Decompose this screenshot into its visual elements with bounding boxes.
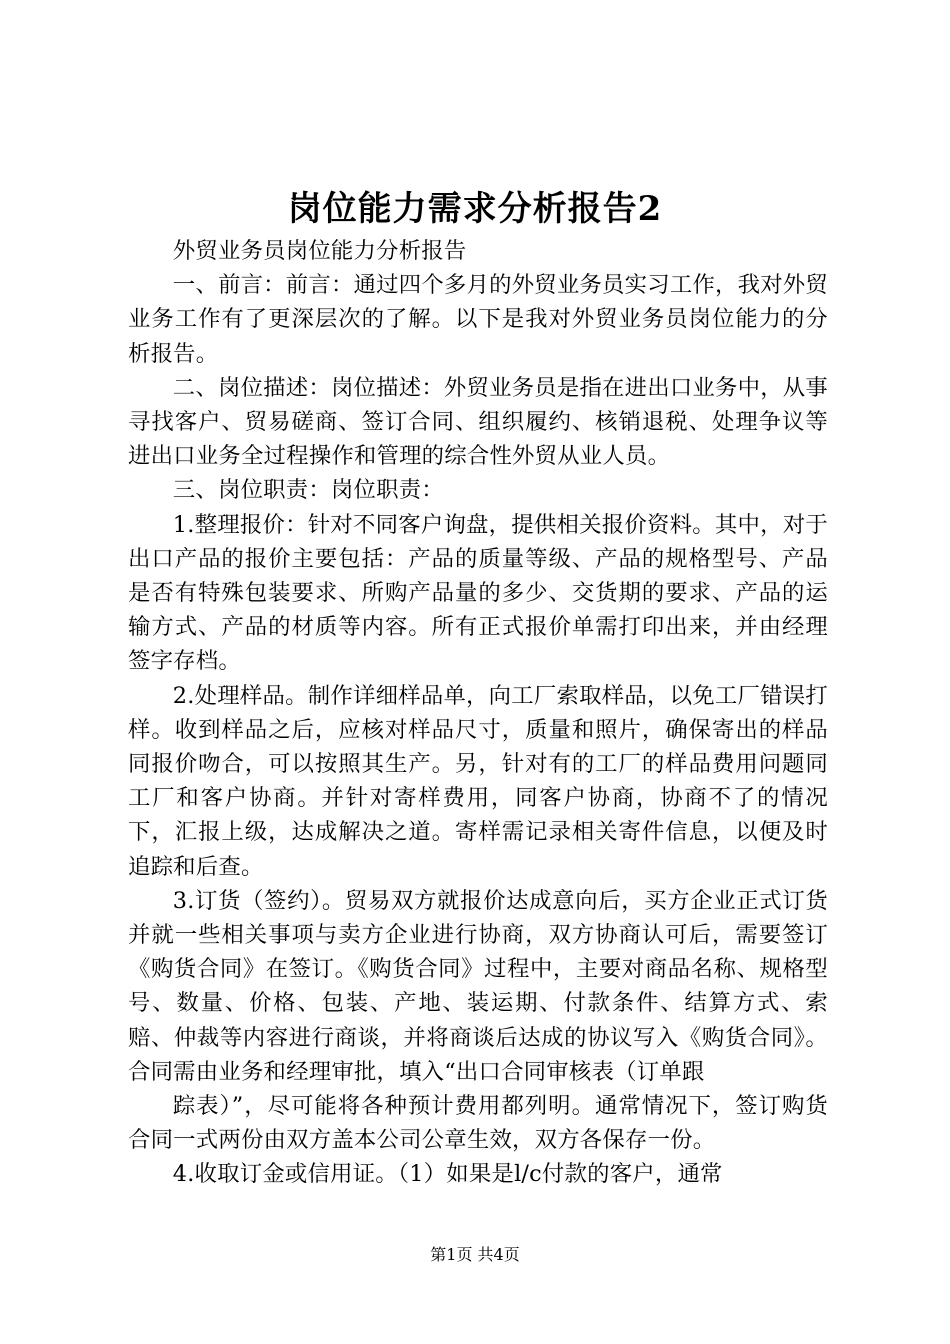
paragraph-duty-deposit: 4.收取订金或信用证。（1）如果是l/c付款的客户，通常 xyxy=(172,1161,723,1188)
paragraph-duty-quotation: 1.整理报价：针对不同客户询盘，提供相关报价资料。其中，对于出口产品的报价主要包括：产品的质量等级、产品的规格型号、产品是否有特殊包装要求、所购产品量的多少、交货期的要求、产品的运输方式、产品的材质等内容。所有正式报价单需打印出来，并由经理签字存档。 xyxy=(128,511,828,675)
paragraph-duty-ordering-continued: 踪表）”，尽可能将各种预计费用都列明。通常情况下，签订购货合同一式两份由双方盖本公司公章生效，双方各保存一份。 xyxy=(128,1093,828,1154)
paragraph-preface: 一、前言：前言：通过四个多月的外贸业务员实习工作，我对外贸业务工作有了更深层次的了解。以下是我对外贸业务员岗位能力的分析报告。 xyxy=(128,272,828,367)
document-body xyxy=(128,234,828,1192)
paragraph-job-duties-heading: 三、岗位职责：岗位职责： xyxy=(172,477,444,504)
paragraph-duty-ordering: 3.订货（签约）。贸易双方就报价达成意向后，买方企业正式订货并就一些相关事项与卖方企业进行协商，双方协商认可后，需要签订《购货合同》在签订。《购货合同》过程中，主要对商品名称、规格型号、数量、价格、包装、产地、装运期、付款条件、结算方式、索赔、仲裁等内容进行商谈，并将商谈后达成的协议写入《购货合同》。合同需由业务和经理审批，填入“出口合同审核表（订单跟 xyxy=(128,887,828,1085)
document-title: 岗位能力需求分析报告2 xyxy=(287,189,663,229)
page-footer: 第1页 共4页 xyxy=(430,1245,520,1264)
paragraph-duty-samples: 2.处理样品。制作详细样品单，向工厂索取样品，以免工厂错误打样。收到样品之后，应核对样品尺寸，质量和照片，确保寄出的样品同报价吻合，可以按照其生产。另，针对有的工厂的样品费用问题同工厂和客户协商。并针对寄样费用，同客户协商，协商不了的情况下，汇报上级，达成解决之道。寄样需记录相关寄件信息，以便及时追踪和后查。 xyxy=(128,682,828,880)
paragraph-report-subtitle: 外贸业务员岗位能力分析报告 xyxy=(172,238,467,264)
paragraph-job-description: 二、岗位描述：岗位描述：外贸业务员是指在进出口业务中，从事寻找客户、贸易磋商、签订合同、组织履约、核销退税、处理争议等进出口业务全过程操作和管理的综合性外贸从业人员。 xyxy=(128,374,828,470)
